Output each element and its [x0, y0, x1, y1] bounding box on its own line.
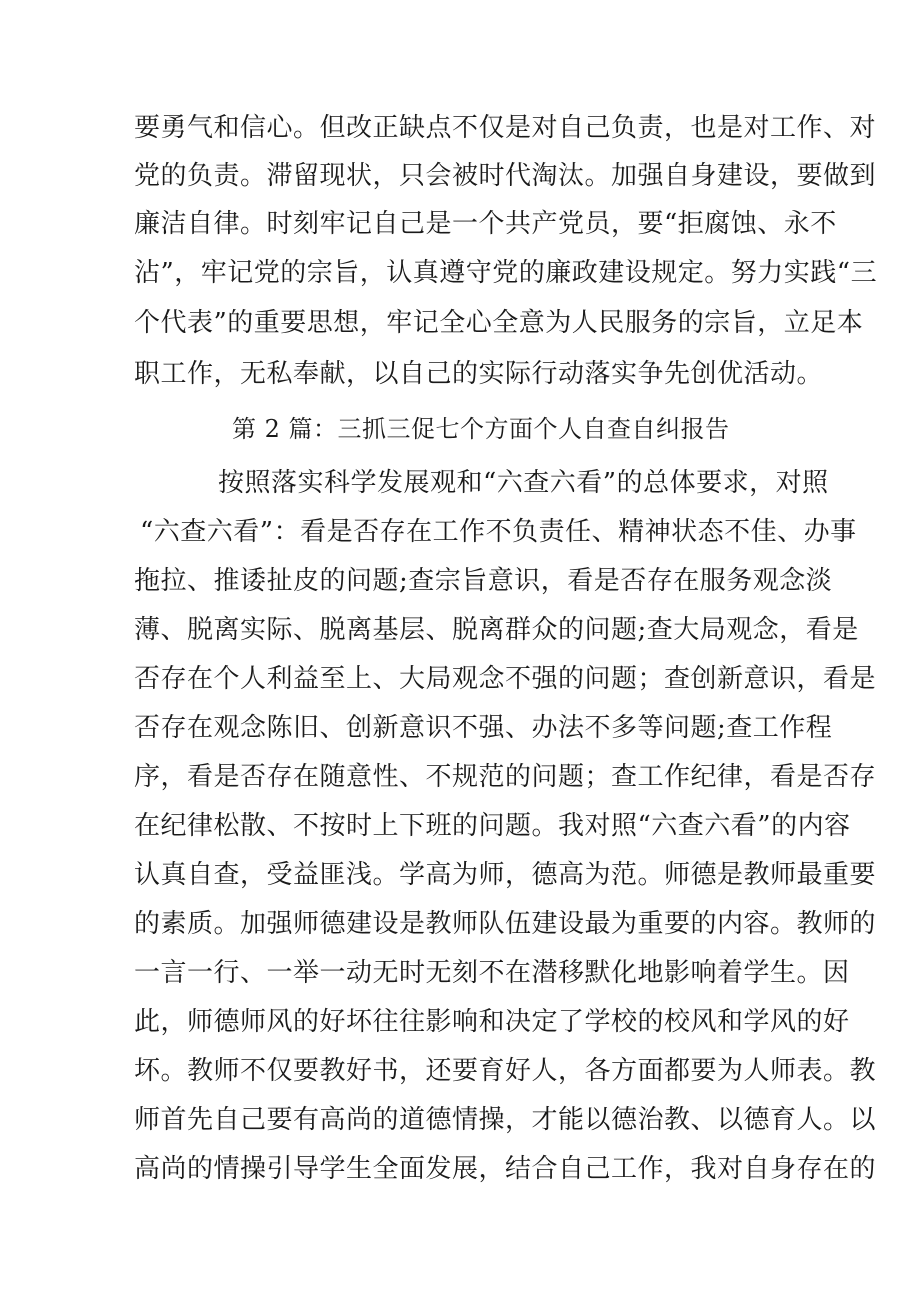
paragraph-line: 个代表”的重要思想，牢记全心全意为人民服务的宗旨，立足本	[134, 308, 864, 338]
paragraph-line: 师首先自己要有高尚的道德情操，才能以德治教、以德育人。以	[134, 1105, 877, 1135]
paragraph-line: 职工作，无私奉献，以自己的实际行动落实争先创优活动。	[134, 359, 824, 389]
paragraph-line: 在纪律松散、不按时上下班的问题。我对照“六查六看”的内容	[134, 811, 851, 841]
paragraph-line: 高尚的情操引导学生全面发展，结合自己工作，我对自身存在的	[134, 1154, 877, 1184]
paragraph-line: 党的负责。滞留现状，只会被时代淘汰。加强自身建设，要做到	[134, 161, 877, 191]
paragraph-line: 按照落实科学发展观和“六查六看”的总体要求，对照	[218, 468, 829, 498]
paragraph-line: 廉洁自律。时刻牢记自己是一个共产党员，要“拒腐蚀、永不	[134, 209, 837, 239]
paragraph-line: “六查六看”：看是否存在工作不负责任、精神状态不佳、办事	[140, 517, 857, 547]
paragraph-line: 拖拉、推诿扯皮的问题;查宗旨意识，看是否存在服务观念淡	[134, 566, 833, 596]
paragraph-line: 的素质。加强师德建设是教师队伍建设最为重要的内容。教师的	[134, 909, 877, 939]
paragraph-line: 一言一行、一举一动无时无刻不在潜移默化地影响着学生。因	[134, 958, 850, 988]
paragraph-line: 认真自查，受益匪浅。学高为师，德高为范。师德是教师最重要	[134, 860, 877, 890]
paragraph-line: 坏。教师不仅要教好书，还要育好人，各方面都要为人师表。教	[134, 1056, 877, 1086]
paragraph-line: 否存在个人利益至上、大局观念不强的问题；查创新意识，看是	[134, 664, 877, 694]
paragraph-line: 序，看是否存在随意性、不规范的问题；查工作纪律，看是否存	[134, 762, 877, 792]
paragraph-line: 此，师德师风的好坏往往影响和决定了学校的校风和学风的好	[134, 1007, 850, 1037]
paragraph-line: 薄、脱离实际、脱离基层、脱离群众的问题;查大局观念，看是	[134, 615, 859, 645]
paragraph-line: 要勇气和信心。但改正缺点不仅是对自己负责，也是对工作、对	[134, 113, 877, 143]
paragraph-line: 否存在观念陈旧、创新意识不强、办法不多等问题;查工作程	[134, 713, 833, 743]
section-heading: 第 2 篇：三抓三促七个方面个人自查自纠报告	[232, 415, 730, 443]
paragraph-line: 沾”，牢记党的宗旨，认真遵守党的廉政建设规定。努力实践“三	[134, 258, 878, 288]
